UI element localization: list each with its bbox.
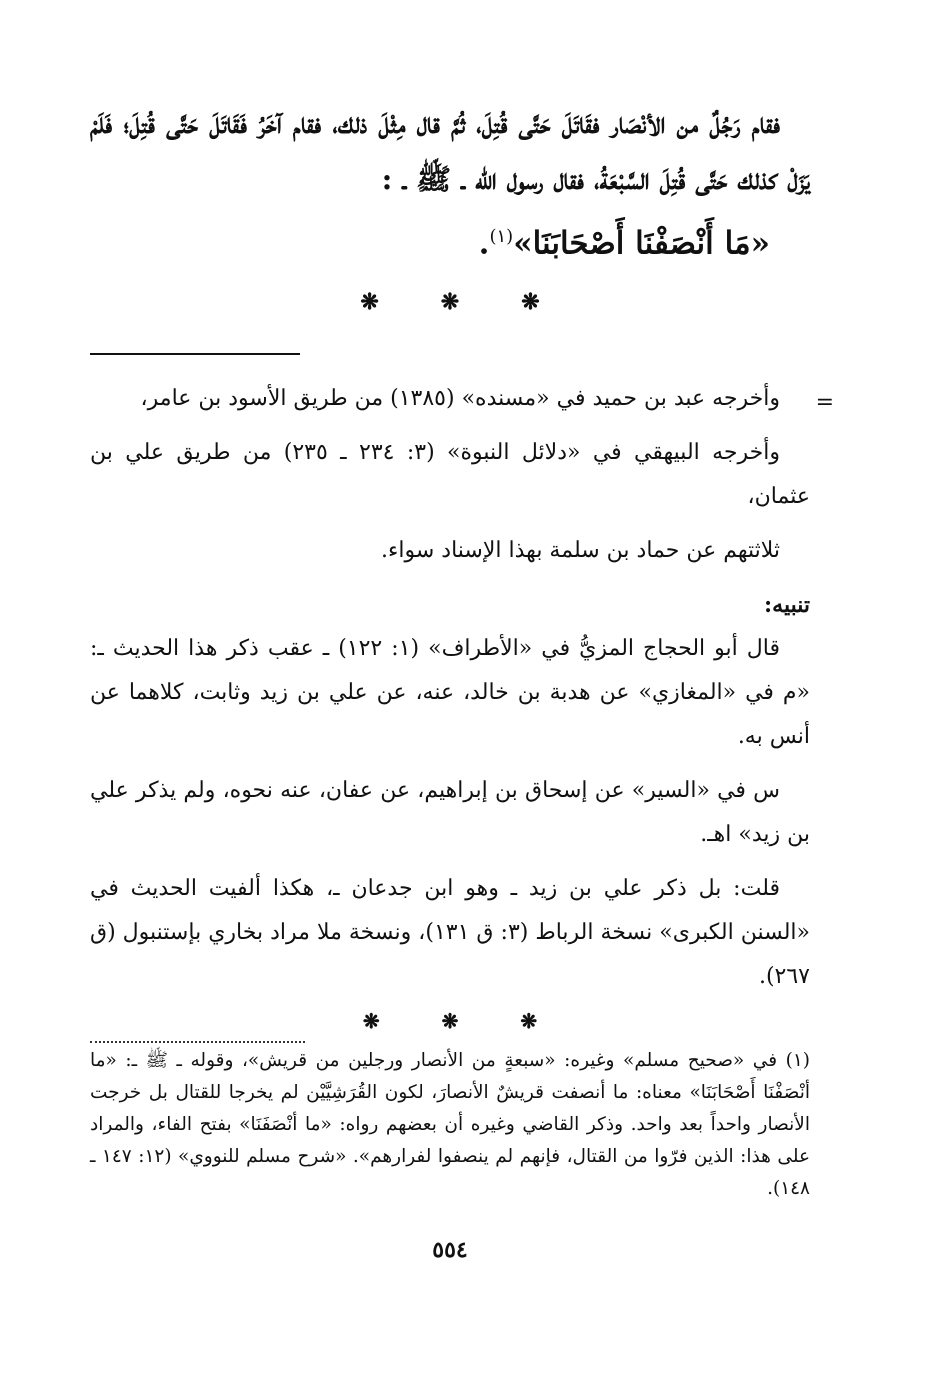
- book-page: [90, 95, 834, 1355]
- footnote-dotted-rule: [90, 1041, 305, 1043]
- note-paragraph: وأخرجه عبد بن حميد في «مسنده» (١٣٨٥) من طريق الأسود بن عامر،: [140, 386, 780, 412]
- note-heading: تنبيه:: [764, 592, 810, 619]
- footnote-block: [90, 1045, 810, 1205]
- note-paragraph: قلت: بل ذكر علي بن زيد ـ وهو ابن جدعان ـ، هكذا ألفيت الحديث في «السنن الكبرى» نسخة الرباط (٣: ق ١٣١)، ونسخة ملا مراد بخاري بإستنبول (ق ٢٦٧).: [90, 876, 811, 990]
- footnote-separator-rule: [90, 353, 300, 355]
- main-text-block: [90, 95, 810, 267]
- note-paragraph: س في «السير» عن إسحاق بن إبراهيم، عن عفان، عنه نحوه، ولم يذكر علي بن زيد» اهـ.: [90, 778, 810, 848]
- page-number: ٥٥٤: [432, 1237, 468, 1263]
- star-ornament-icon: ❋: [441, 1009, 459, 1034]
- star-ornament-icon: ❋: [440, 289, 460, 316]
- footnote-marker: (١): [489, 226, 514, 247]
- notes-block: [90, 377, 834, 999]
- main-paragraph: فقام رَجُلٌ من الأنْصَار فقَاتَلَ حَتَّى قُتِلَ، ثُمَّ قال مِثْلَ ذلك، فقام آخَرُ فَقَاتَلَ حَتَّى قُتِلَ؛ فَلَمْ يَزَلْ كذلك حَتَّى قُتِلَ السَّبْعَةُ، فقال رسول الله ـ ﷺ ـ :: [90, 106, 810, 196]
- note-paragraph: ثلاثتهم عن حماد بن سلمة بهذا الإسناد سواء.: [381, 538, 780, 564]
- section-divider-stars: [90, 1009, 810, 1033]
- star-ornament-icon: ❋: [362, 1009, 380, 1034]
- section-divider-stars: [90, 289, 810, 315]
- continuation-mark: =: [815, 390, 834, 416]
- hadith-end: .: [478, 225, 490, 262]
- hadith-quote-line: [90, 213, 810, 267]
- star-ornament-icon: ❋: [360, 289, 379, 316]
- star-ornament-icon: ❋: [520, 1009, 538, 1034]
- star-ornament-icon: ❋: [521, 289, 540, 316]
- hadith-quote: «مَا أَنْصَفْنَا أَصْحَابَنَا»: [513, 225, 770, 262]
- note-paragraph: وأخرجه البيهقي في «دلائل النبوة» (٣: ٢٣٤ ـ ٢٣٥) من طريق علي بن عثمان،: [90, 440, 810, 510]
- note-paragraph: قال أبو الحجاج المزيُّ في «الأطراف» (١: ١٢٢) ـ عقب ذكر هذا الحديث ـ: «م في «المغازي» عن هدبة بن خالد، عنه، عن علي بن زيد وثابت، كلاهما عن أنس به.: [90, 636, 810, 750]
- footnote-text: (١) في «صحيح مسلم» وغيره: «سبعةٍ من الأنصار ورجلين من قريش»، وقوله ـ ﷺ ـ: «ما أنْصَفْنَا أَصْحَابَنَا» معناه: ما أنصفت قريشٌ الأنصارَ، لكون القُرَشِيَّيْن لم يخرجا للقتال بل خرجت الأنصار واحداً بعد واحد. وذكر القاضي وغيره أن بعضهم رواه: «ما أنْصَفَنَا» بفتح الفاء، والمراد على هذا: الذين فرّوا من القتال، فإنهم لم ينصفوا لفرارهم». «شرح مسلم للنووي» (١٢: ١٤٧ ـ ١٤٨).: [90, 1050, 810, 1200]
